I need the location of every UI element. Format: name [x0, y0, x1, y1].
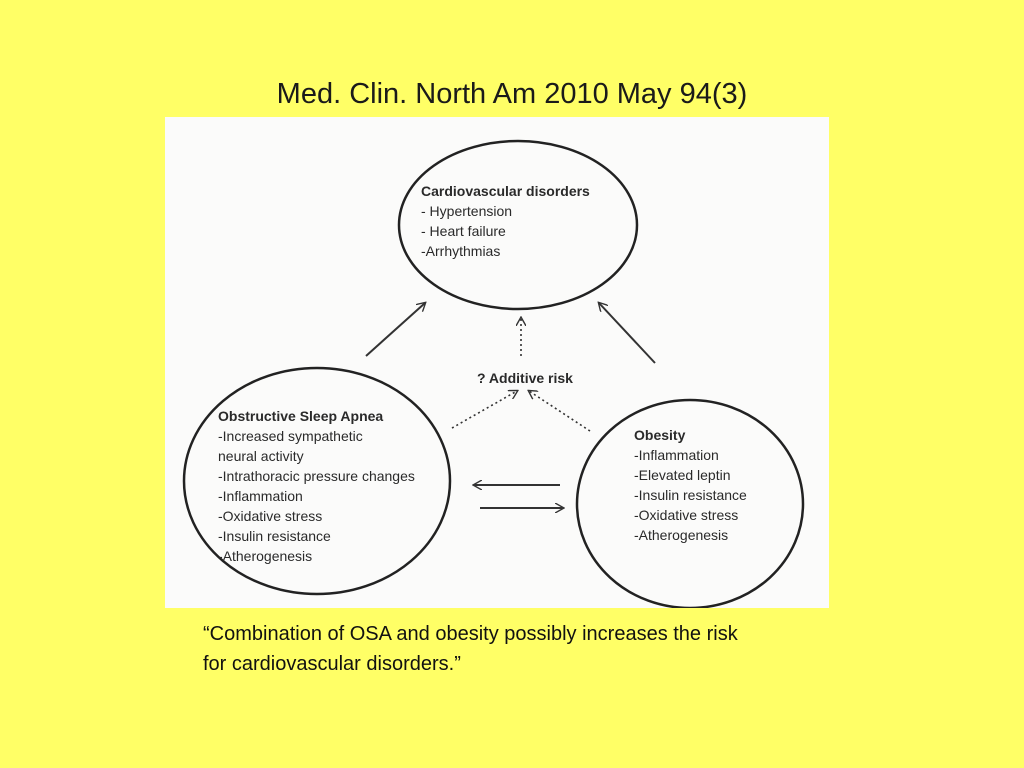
caption-line: “Combination of OSA and obesity possibly increases the risk: [203, 623, 738, 645]
additive-risk-label: ? Additive risk: [477, 370, 573, 386]
obesity-to-cardio-arrow: [599, 303, 655, 363]
cardio-item: -Arrhythmias: [421, 243, 501, 259]
osa-item: -Inflammation: [218, 488, 303, 504]
obesity-item: -Insulin resistance: [634, 487, 747, 503]
obesity-item: -Oxidative stress: [634, 507, 739, 523]
cardio-title: Cardiovascular disorders: [421, 183, 590, 199]
osa-item: -Increased sympathetic: [218, 428, 363, 444]
slide-caption: [203, 619, 903, 679]
obesity-to-additive-arrow: [529, 391, 590, 431]
osa-label: [218, 406, 415, 566]
cardio-item: - Heart failure: [421, 223, 506, 239]
cardio-label: [421, 181, 590, 261]
osa-to-cardio-arrow: [366, 303, 425, 356]
slide-title: Med. Clin. North Am 2010 May 94(3): [276, 78, 748, 110]
osa-item: neural activity: [218, 448, 304, 464]
obesity-title: Obesity: [634, 427, 686, 443]
cardio-item: - Hypertension: [421, 203, 513, 219]
obesity-item: -Elevated leptin: [634, 467, 731, 483]
osa-title: Obstructive Sleep Apnea: [218, 408, 384, 424]
osa-item: -Intrathoracic pressure changes: [218, 468, 415, 484]
obesity-label: [634, 425, 747, 545]
obesity-item: -Inflammation: [634, 447, 719, 463]
osa-to-additive-arrow: [452, 391, 517, 428]
diagram-figure: [165, 117, 829, 608]
caption-line: for cardiovascular disorders.”: [203, 653, 461, 675]
osa-item: -Oxidative stress: [218, 508, 323, 524]
osa-item: -Insulin resistance: [218, 528, 331, 544]
obesity-item: -Atherogenesis: [634, 527, 729, 543]
osa-item: -Atherogenesis: [218, 548, 313, 564]
